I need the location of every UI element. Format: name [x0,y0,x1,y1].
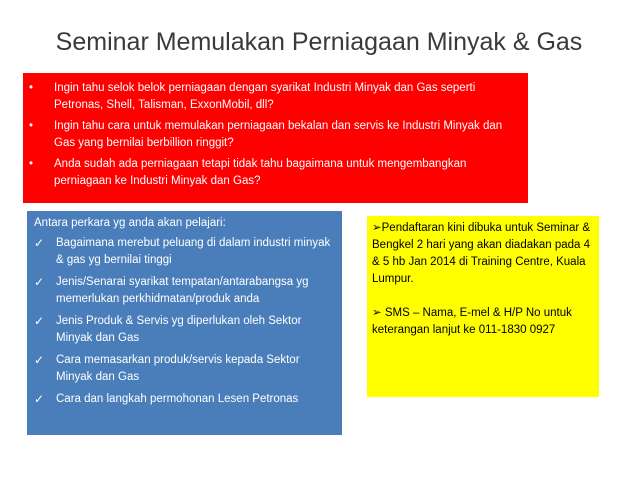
learning-text: Cara dan langkah permohonan Lesen Petronas [56,393,299,405]
red-question-box [23,73,528,203]
learning-text: Jenis/Senarai syarikat tempatan/antarabangsa yg memerlukan perkhidmatan/produk anda [56,276,309,305]
spacer [372,288,595,305]
learning-text: Bagaimana merebut peluang di dalam industri minyak & gas yg bernilai tinggi [56,237,331,266]
question-list [29,80,520,190]
slide-title: Seminar Memulakan Perniagaan Minyak & Gas [55,28,583,56]
bullet-icon: • [29,82,34,94]
check-icon: ✓ [34,236,45,250]
question-text: Anda sudah ada perniagaan tetapi tidak tahu bagaimana untuk mengembangkan perniagaan ke Industri Minyak dan Gas? [54,158,467,187]
list-item [34,274,334,308]
learning-text: Cara memasarkan produk/servis kepada Sektor Minyak dan Gas [56,354,300,383]
list-item [34,352,334,386]
list-item [29,156,520,190]
question-text: Ingin tahu selok belok perniagaan dengan syarikat Industri Minyak dan Gas seperti Petronas, Shell, Talisman, ExxonMobil, dll? [54,82,476,111]
question-text: Ingin tahu cara untuk memulakan perniagaan bekalan dan servis ke Industri Minyak dan Gas yang bernilai berbillion ringgit? [54,120,503,149]
blue-learning-box [27,211,342,435]
bullet-icon: • [29,158,34,170]
bullet-icon: • [29,120,34,132]
registration-text: ➢Pendaftaran kini dibuka untuk Seminar & Bengkel 2 hari yang akan diadakan pada 4 & 5 hb Jan 2014 di Training Centre, Kuala Lumpur. [372,222,591,285]
list-item [29,118,520,152]
learning-heading: Antara perkara yg anda akan pelajari: [34,217,226,229]
check-icon: ✓ [34,353,45,367]
list-item [34,313,334,347]
check-icon: ✓ [34,275,45,289]
list-item [34,391,334,408]
sms-contact-text: ➢ SMS – Nama, E-mel & H/P No untuk keterangan lanjut ke 011-1830 0927 [372,307,572,336]
learning-list [34,235,334,408]
list-item [29,80,520,114]
check-icon: ✓ [34,314,45,328]
learning-text: Jenis Produk & Servis yg diperlukan oleh Sektor Minyak dan Gas [56,315,302,344]
list-item [34,235,334,269]
check-icon: ✓ [34,392,45,406]
yellow-registration-box [367,216,599,397]
